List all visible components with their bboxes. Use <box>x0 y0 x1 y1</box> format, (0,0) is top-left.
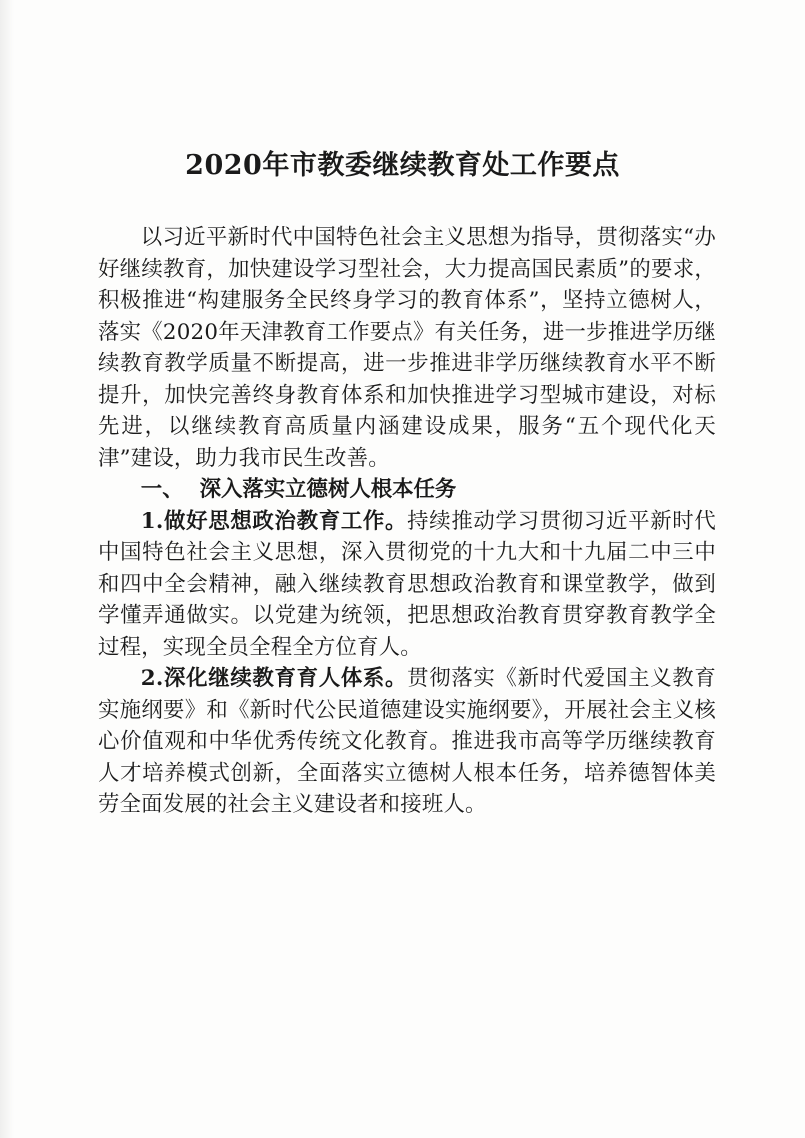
item-text-1: 持续推动学习贯彻习近平新时代中国特色社会主义思想，深入贯彻党的十九大和十九届二中三中和四中全会精神，融入继续教育思想政治教育和课堂教学，做到学懂弄通做实。以党建为统领，把思想政治教育贯穿教育教学全过程，实现全员全程全方位育人。 <box>98 508 716 660</box>
item-lead-2: 2.深化继续教育育人体系。 <box>140 666 408 691</box>
intro-paragraph: 以习近平新时代中国特色社会主义思想为指导，贯彻落实“办好继续教育，加快建设学习型社会，大力提高国民素质”的要求，积极推进“构建服务全民终身学习的教育体系”，坚持立德树人，落实《2020年天津教育工作要点》有关任务，进一步推进学历继续教育教学质量不断提高，进一步推进非学历继续教育水平不断提升，加快完善终身教育体系和加快推进学习型城市建设，对标先进，以继续教育高质量内涵建设成果，服务“五个现代化天津”建设，助力我市民生改善。 <box>98 225 716 471</box>
item-paragraph-2 <box>98 663 716 821</box>
section-number: 一、 <box>140 477 184 502</box>
section-title: 深入落实立德树人根本任务 <box>199 477 457 502</box>
document-title: 2020年市教委继续教育处工作要点 <box>185 150 620 181</box>
item-text-2: 贯彻落实《新时代爱国主义教育实施纲要》和《新时代公民道德建设实施纲要》，开展社会主义核心价值观和中华优秀传统文化教育。推进我市高等学历继续教育人才培养模式创新，全面落实立德树人根本任务，培养德智体美劳全面发展的社会主义建设者和接班人。 <box>98 666 716 817</box>
section-heading <box>98 474 716 506</box>
document-body <box>98 222 716 821</box>
item-lead-1: 1.做好思想政治教育工作。 <box>140 508 408 534</box>
item-paragraph-1 <box>98 506 716 664</box>
